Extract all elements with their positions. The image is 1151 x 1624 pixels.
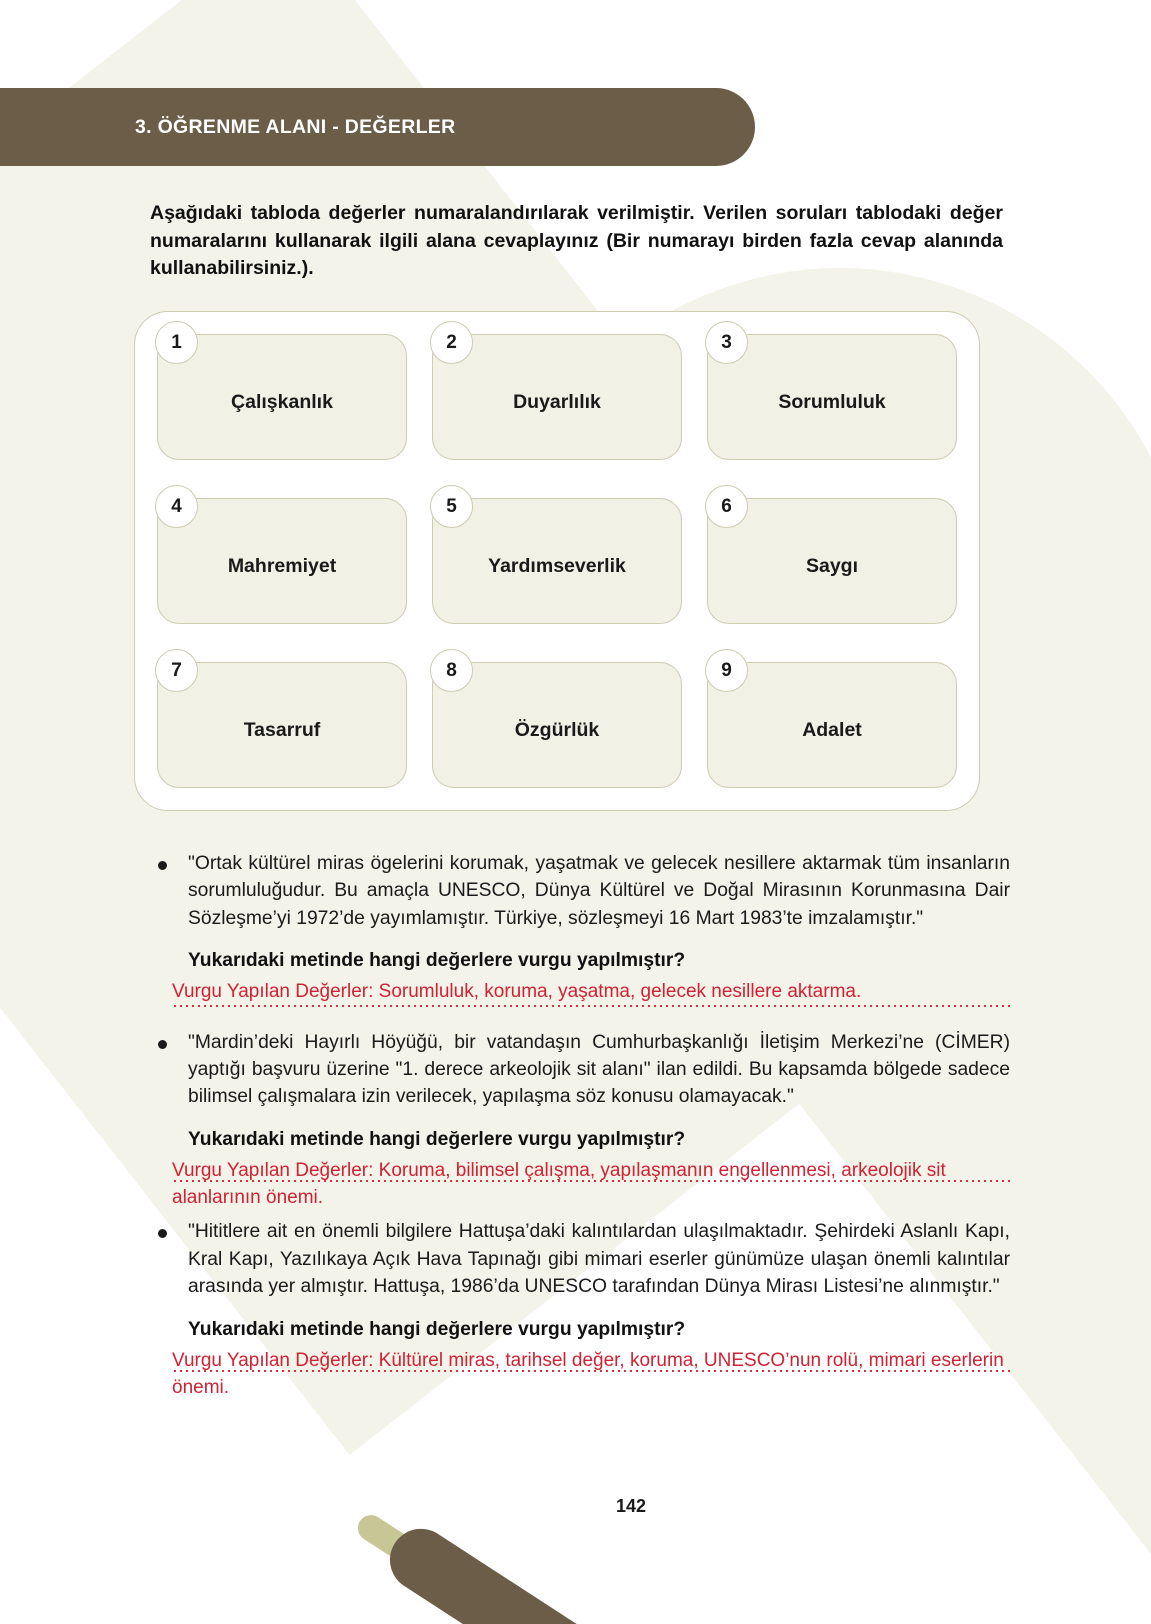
value-label: Özgürlük	[514, 718, 600, 741]
quote-text: "Mardin’deki Hayırlı Höyüğü, bir vatandaşın Cumhurbaşkanlığı İletişim Merkezi’ne (CİMER) yaptığı başvuru üzerine "1. derece arkeolojik sit alanı" ilan edildi. Bu kapsamda bölgede sadece bilimsel çalışmalara izin verilecek, yapılaşma söz konusu olamayacak."	[188, 1031, 1010, 1108]
bullet-dot-icon	[158, 1229, 167, 1238]
value-label: Mahremiyet	[227, 554, 337, 577]
value-number-badge: 3	[705, 321, 748, 364]
value-card[interactable]	[432, 331, 682, 460]
value-label: Saygı	[805, 554, 859, 577]
question-block	[150, 850, 1010, 1007]
question-prompt: Yukarıdaki metinde hangi değerlere vurgu yapılmıştır?	[188, 1128, 686, 1150]
values-row	[157, 331, 957, 460]
bullet-dot-icon	[158, 861, 167, 870]
value-label: Sorumluluk	[778, 390, 886, 413]
value-label: Adalet	[802, 718, 862, 741]
value-card[interactable]	[157, 331, 407, 460]
bullet-item	[150, 1218, 1010, 1300]
value-label: Yardımseverlik	[488, 554, 626, 577]
value-label: Çalışkanlık	[231, 390, 333, 413]
block-spacer	[150, 1021, 1010, 1029]
quote-text: "Ortak kültürel miras ögelerini korumak, yaşatmak ve gelecek nesillere aktarmak tüm insanların sorumluluğudur. Bu amaçla UNESCO, Dünya Kültürel ve Doğal Mirasının Korunmasına Dair Sözleşme’yi 1972’de yayımlamıştır. Türkiye, sözleşmeyi 16 Mart 1983’te imzalamıştır."	[188, 853, 1010, 929]
question-prompt: Yukarıdaki metinde hangi değerlere vurgu yapılmıştır?	[188, 1318, 686, 1340]
value-card[interactable]	[707, 659, 957, 788]
value-label: Duyarlılık	[513, 390, 601, 413]
value-number-badge: 1	[155, 321, 198, 364]
bullet-item	[150, 850, 1010, 932]
value-card[interactable]	[707, 495, 957, 624]
answer-field[interactable]: Vurgu Yapılan Değerler: Koruma, bilimsel çalışma, yapılaşmanın engellenmesi, arkeolojik sit alanlarının önemi.	[172, 1157, 1010, 1213]
question-blocks	[150, 850, 1010, 1416]
answer-field[interactable]: Vurgu Yapılan Değerler: Kültürel miras, tarihsel değer, koruma, UNESCO’nun rolü, mimari eserlerin önemi.	[172, 1347, 1010, 1403]
value-number-badge: 8	[430, 649, 473, 692]
value-number-badge: 5	[430, 485, 473, 528]
section-header-banner	[0, 88, 755, 166]
values-table-panel	[134, 311, 980, 811]
value-card[interactable]	[432, 495, 682, 624]
question-block	[150, 1029, 1010, 1213]
question-block	[150, 1218, 1010, 1402]
values-row	[157, 659, 957, 788]
page-number: 142	[604, 1479, 658, 1533]
value-number-badge: 4	[155, 485, 198, 528]
answer-field[interactable]: Vurgu Yapılan Değerler: Sorumluluk, koruma, yaşatma, gelecek nesillere aktarma.	[172, 978, 1010, 1006]
value-card[interactable]	[707, 331, 957, 460]
value-number-badge: 7	[155, 649, 198, 692]
bullet-dot-icon	[158, 1040, 167, 1049]
quote-text: "Hititlere ait en önemli bilgilere Hattuşa’daki kalıntılardan ulaşılmaktadır. Şehirdeki Aslanlı Kapı, Kral Kapı, Yazılıkaya Açık Hava Tapınağı gibi mimari eserler günümüze ulaşan önemli kalıntılar arasında yer almıştır. Hattuşa, 1986’da UNESCO tarafından Dünya Mirası Listesi’ne alınmıştır."	[188, 1221, 1010, 1298]
value-card[interactable]	[157, 659, 407, 788]
instructions-paragraph: Aşağıdaki tabloda değerler numaralandırılarak verilmiştir. Verilen soruları tablodaki değer numaralarını kullanarak ilgili alana cevaplayınız (Bir numarayı birden fazla cevap alanında kullanabilirsiniz.).	[150, 202, 1003, 280]
value-number-badge: 2	[430, 321, 473, 364]
value-card[interactable]	[157, 495, 407, 624]
bullet-item	[150, 1029, 1010, 1111]
values-row	[157, 495, 957, 624]
value-number-badge: 9	[705, 649, 748, 692]
value-number-badge: 6	[705, 485, 748, 528]
question-prompt: Yukarıdaki metinde hangi değerlere vurgu yapılmıştır?	[188, 950, 686, 972]
value-label: Tasarruf	[243, 718, 321, 741]
value-card[interactable]	[432, 659, 682, 788]
section-title: 3. ÖĞRENME ALANI - DEĞERLER	[135, 115, 456, 138]
